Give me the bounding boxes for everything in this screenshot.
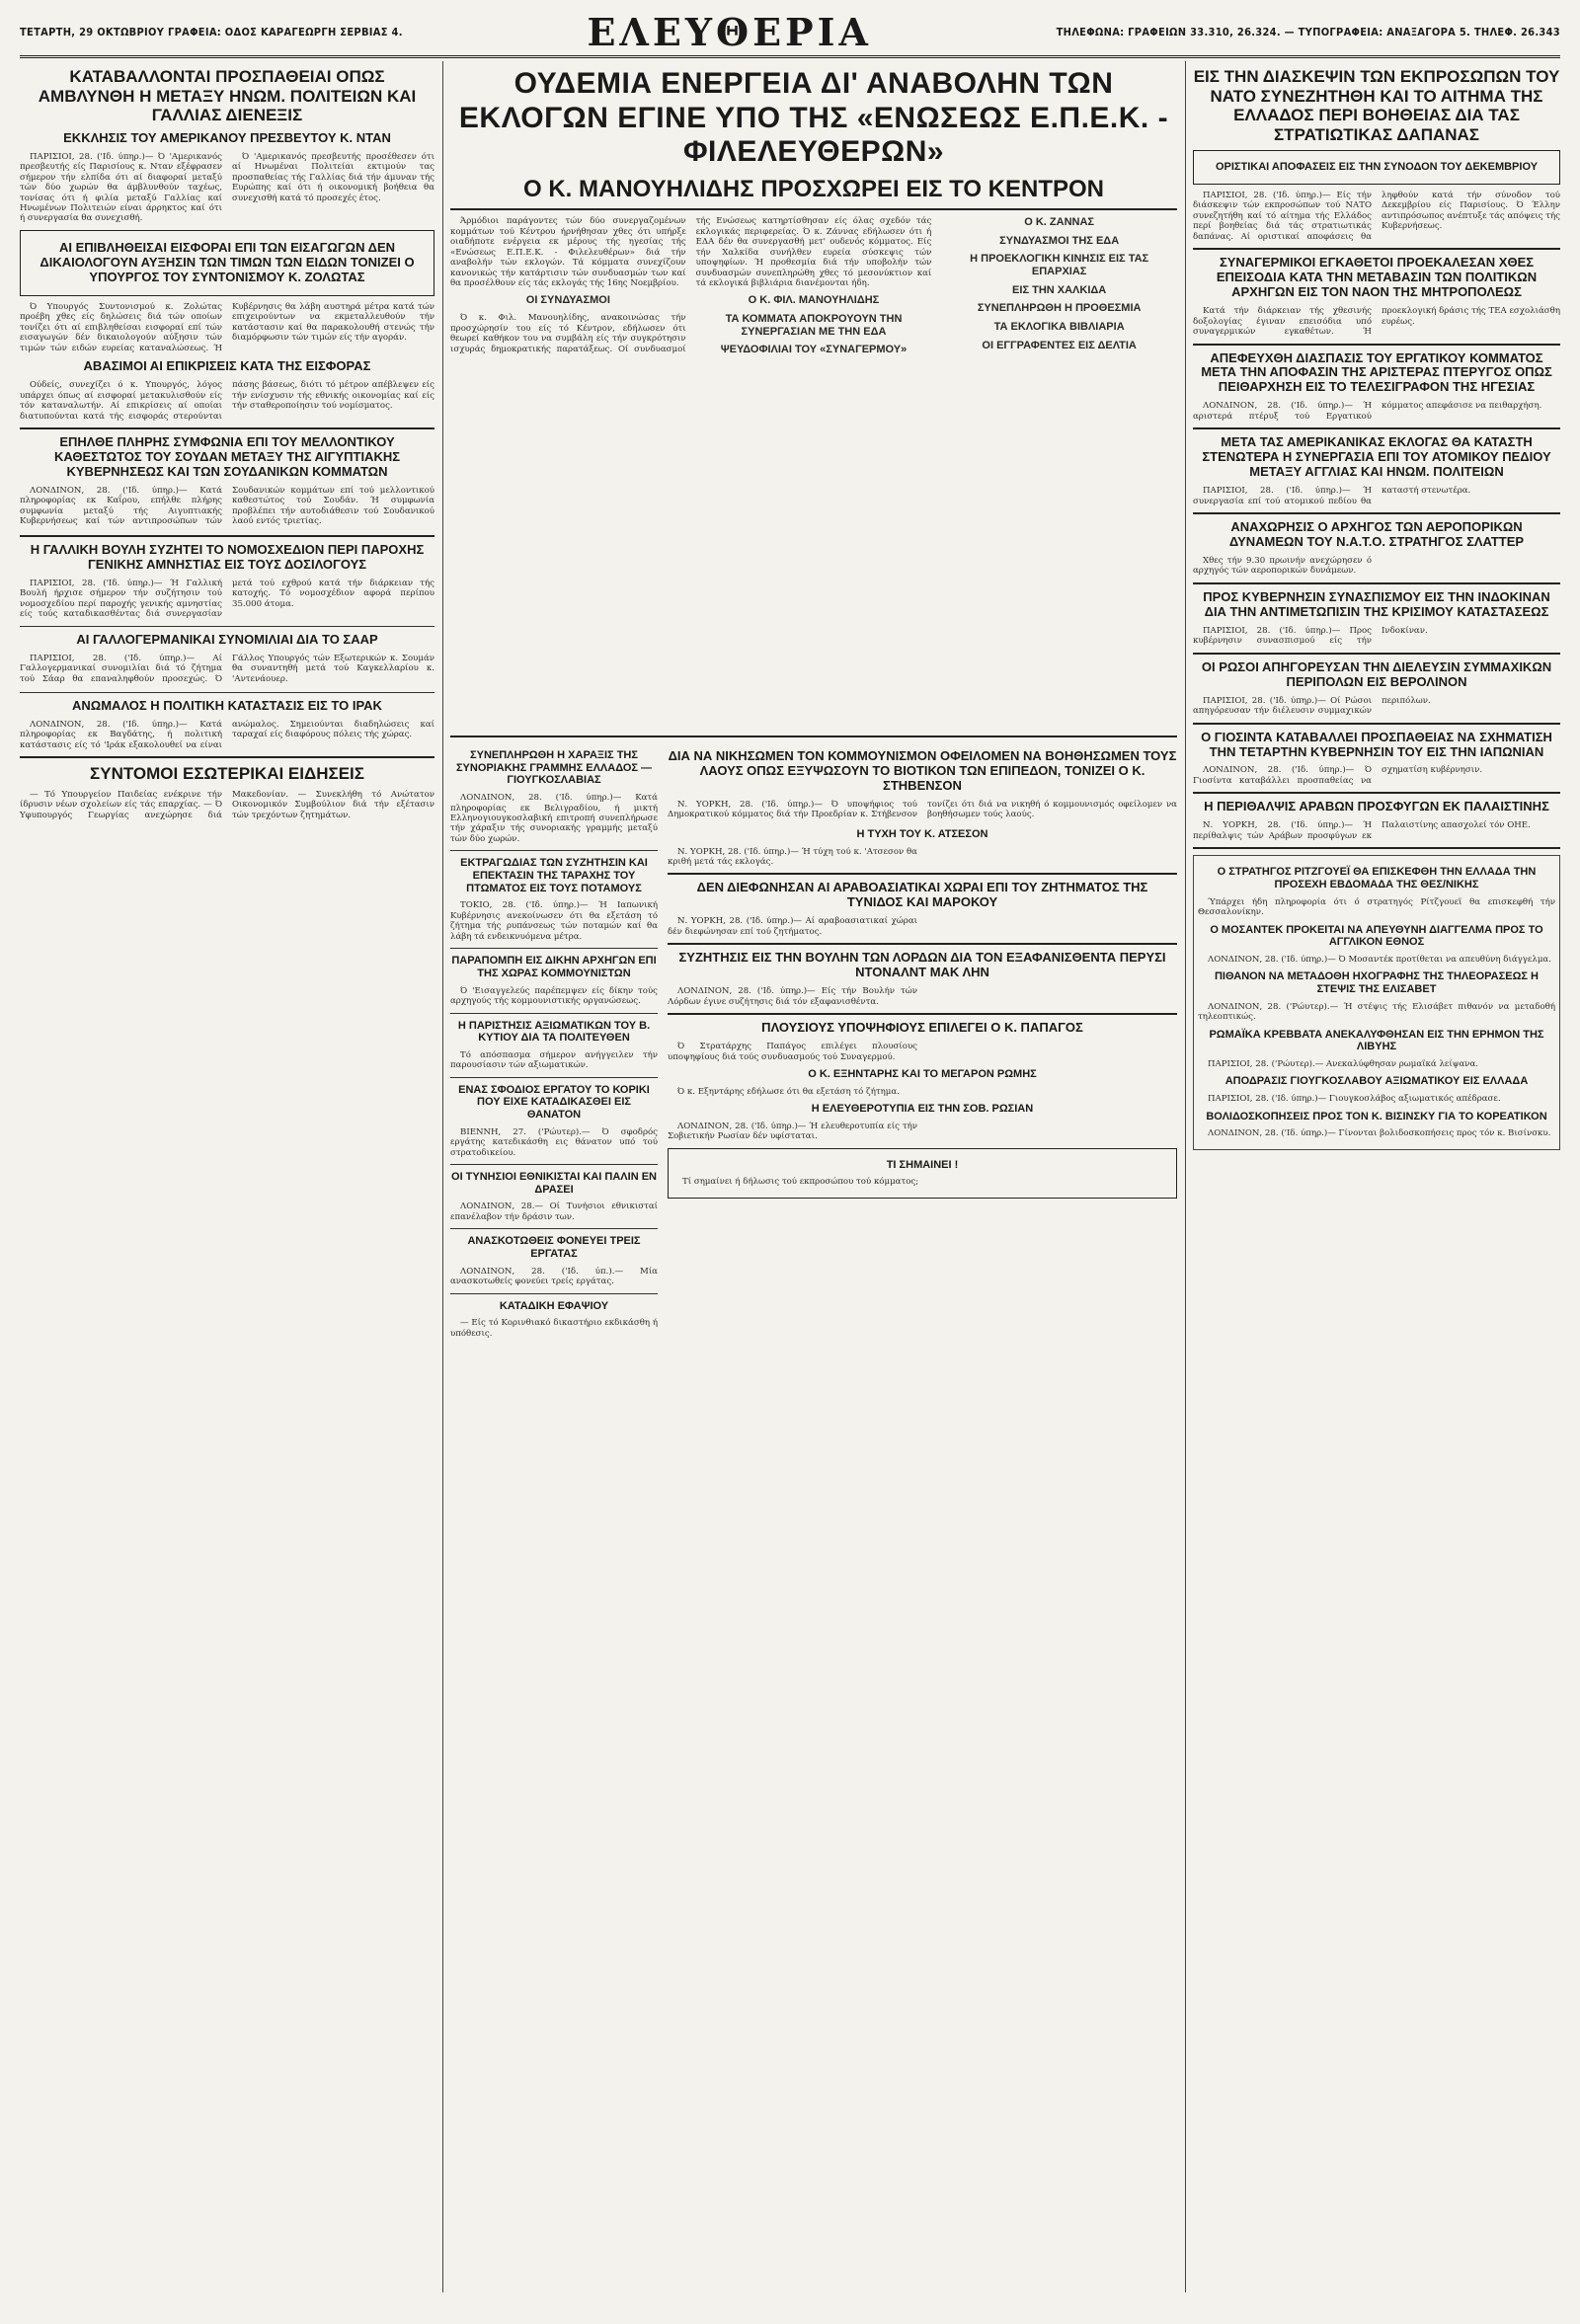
masthead-phones: ΤΗΛΕΦΩΝΑ: ΓΡΑΦΕΙΩΝ 33.310, 26.324. — ΤΥΠΟΓΡΑΦΕΙΑ: ΑΝΑΞΑΓΟΡΑ 5. ΤΗΛΕΦ. 26.343 — [1056, 25, 1560, 39]
article-rivers — [450, 900, 658, 942]
paragraph: Ό Υπουργός Συντονισμού κ. Ζολώτας προέβη χθες είς δηλώσεις διά τών οποίων τονίζει ότι αί επιβληθείσαι εισφοραί επί τών εισαγωγών δέν δικαιολογούν αύξησιν τών τιμών τών ειδών ευρείας καταναλώσεως. Ή Κυβέρνησις θα λάβη αυστηρά μέτρα κατά τών επιχειρούντων να εκμεταλλευθούν τήν κατάστασιν καί θα παρακολουθή στενώς τήν διαμόρφωσιν τών τιμών είς τήν αγοράν. — [20, 301, 434, 353]
right-column — [1193, 61, 1560, 2292]
paragraph: Ό 'Αμερικανός πρεσβευτής προσέθεσεν ότι αί Ηνωμέναι Πολιτείαι εκτιμούν τας προσπαθείας τής Γαλλίας διά τήν άμυναν τής Ευρώπης καί ότι ή οικονομική βοήθεια θα συνεχισθή κατά τό προσεχές έτος. — [232, 151, 434, 203]
article-elections — [450, 216, 1177, 730]
article-berlin — [1193, 696, 1560, 717]
paragraph: Ν. ΥΟΡΚΗ, 28. ('Ιδ. ύπηρ.)— Ή περίθαλψις τών Αράβων προσφύγων εκ Παλαιστίνης απασχολεί τόν ΟΗΕ. — [1193, 820, 1531, 841]
center-lower-left — [450, 743, 658, 1345]
article-officers — [450, 1050, 658, 1071]
subhead: Ο Κ. ΦΙΛ. ΜΑΝΟΥΗΛΙΔΗΣ — [748, 294, 880, 307]
subhead: ΤΑ ΕΚΛΟΓΙΚΑ ΒΙΒΛΙΑΡΙΑ — [993, 320, 1125, 333]
headline-labour: ΑΠΕΦΕΥΧΘΗ ΔΙΑΣΠΑΣΙΣ ΤΟΥ ΕΡΓΑΤΙΚΟΥ ΚΟΜΜΑΤΟΣ ΜΕΤΑ ΤΗΝ ΑΠΟΦΑΣΙΝ ΤΗΣ ΑΡΙΣΤΕΡΑΣ ΠΤΕΡΥΓΟΣ ΟΠΩΣ ΠΕΙΘΑΡΧΗΣΗ ΕΙΣ ΤΟ ΤΕΛΕΣΙΓΡΑΦΟΝ ΤΗΣ ΗΓΕΣΙΑΣ — [1201, 349, 1552, 395]
headline-trial: ΠΑΡΑΠΟΜΠΗ ΕΙΣ ΔΙΚΗΝ ΑΡΧΗΓΩΝ ΕΠΙ ΤΗΣ ΧΩΡΑΣ ΚΟΜΜΟΥΝΙΣΤΩΝ — [451, 955, 657, 979]
headline-amnesty: Η ΓΑΛΛΙΚΗ ΒΟΥΛΗ ΣΥΖΗΤΕΙ ΤΟ ΝΟΜΟΣΧΕΔΙΟΝ ΠΕΡΙ ΠΑΡΟΧΗΣ ΓΕΝΙΚΗΣ ΑΜΝΗΣΤΙΑΣ ΕΙΣ ΤΟΥΣ ΔΟΣΙΛΟΓΟΥΣ — [30, 541, 425, 572]
article-ridgway — [1198, 897, 1555, 918]
headline-press-freedom: Η ΕΛΕΥΘΕΡΟΤΥΠΙΑ ΕΙΣ ΤΗΝ ΣΟΒ. ΡΩΣΙΑΝ — [811, 1103, 1034, 1116]
article-trial — [450, 986, 658, 1007]
headline-yoshida: Ο ΓΙΟΣΙΝΤΑ ΚΑΤΑΒΑΛΛΕΙ ΠΡΟΣΠΑΘΕΙΑΣ ΝΑ ΣΧΗΜΑΤΙΣΗ ΤΗΝ ΤΕΤΑΡΤΗΝ ΚΥΒΕΡΝΗΣΙΝ ΤΟΥ ΕΙΣ ΤΗΝ ΙΑΠΩΝΙΑΝ — [1201, 729, 1552, 759]
headline-usa-france: ΚΑΤΑΒΑΛΛΟΝΤΑΙ ΠΡΟΣΠΑΘΕΙΑΙ ΟΠΩΣ ΑΜΒΛΥΝΘΗ Η ΜΕΤΑΞΥ ΗΝΩΜ. ΠΟΛΙΤΕΙΩΝ ΚΑΙ ΓΑΛΛΙΑΣ ΔΙΕΝΕΞΙΣ — [38, 67, 417, 125]
article-sudan — [20, 486, 434, 529]
headline-iraq: ΑΝΩΜΑΛΟΣ Η ΠΟΛΙΤΙΚΗ ΚΑΤΑΣΤΑΣΙΣ ΕΙΣ ΤΟ ΙΡΑΚ — [72, 698, 382, 714]
article-tunisia — [450, 1201, 658, 1222]
paragraph: Ό 'Εισαγγελεύς παρέπεμψεν είς δίκην τούς αρχηγούς τής κομμουνιστικής οργανώσεως. — [450, 985, 658, 1007]
paragraph: Ν. ΥΟΡΚΗ, 28. ('Ιδ. ύπηρ.)— Ή τύχη τού κ. 'Ατσεσον θα κριθή μετά τάς εκλογάς. — [668, 846, 917, 867]
paragraph: Τό απόσπασμα σήμερον ανήγγειλεν τήν παρουσίασιν τών αξιωματικών. — [450, 1049, 658, 1071]
headline-mossadegh: Ο ΜΟΣΑΝΤΕΚ ΠΡΟΚΕΙΤΑΙ ΝΑ ΑΠΕΥΘΥΝΗ ΔΙΑΓΓΕΛΜΑ ΠΡΟΣ ΤΟ ΑΓΓΛΙΚΟΝ ΕΘΝΟΣ — [1210, 923, 1543, 949]
article-libya — [1198, 1059, 1555, 1069]
subhead: ΟΙ ΕΓΓΡΑΦΕΝΤΕΣ ΕΙΣ ΔΕΛΤΙΑ — [982, 339, 1137, 351]
headline-exintaris: Ο Κ. ΕΞΗΝΤΑΡΗΣ ΚΑΙ ΤΟ ΜΕΓΑΡΟΝ ΡΩΜΗΣ — [808, 1068, 1037, 1081]
paragraph: ΛΟΝΔΙΝΟΝ, 28. ('Ιδ. ύπηρ.)— Είς τήν Βουλήν τών Λόρδων έγινε συζήτησις διά τόν εξαφανισθέντα. — [668, 986, 917, 1007]
headline-ridgway: Ο ΣΤΡΑΤΗΓΟΣ ΡΙΤΖΓΟΥΕΪ ΘΑ ΕΠΙΣΚΕΦΘΗ ΤΗΝ ΕΛΛΑΔΑ ΤΗΝ ΠΡΟΣΕΧΗ ΕΒΔΟΜΑΔΑ ΤΗΣ ΘΕΣ/ΝΙΚΗΣ — [1217, 866, 1537, 891]
headline-arab-asian: ΔΕΝ ΔΙΕΦΩΝΗΣΑΝ ΑΙ ΑΡΑΒΟΑΣΙΑΤΙΚΑΙ ΧΩΡΑΙ ΕΠΙ ΤΟΥ ΖΗΤΗΜΑΤΟΣ ΤΗΣ ΤΥΝΙΔΟΣ ΚΑΙ ΜΑΡΟΚΟΥ — [696, 880, 1148, 910]
paragraph: ΛΟΝΔΙΝΟΝ, 28. ('Ιδ. ύπηρ.)— Ή αριστερά πτέρυξ τού Εργατικού κόμματος απεφάσισε να πειθαρχήση. — [1193, 401, 1542, 422]
paragraph: Άρμόδιοι παράγοντες τών δύο συνεργαζομένων κομμάτων τού Κέντρου ήρνήθησαν χθες ότι υπήρξε οιαδήποτε ενέργεια εκ μέρους τής ηγεσίας τής «Ενώσεως Ε.Π.Ε.Κ. - Φιλελευθέρων» διά τήν αναβολήν τών εκλογών. Τά κόμματα συνεχίζουν κανονικώς τήν κατάρτισιν τών συνδυασμών των καί θα προσέλθουν είς τάς εκλογάς τής 16ης Νοεμβρίου. — [450, 216, 686, 288]
article-amnesty — [20, 579, 434, 620]
article-coronation — [1198, 1002, 1555, 1023]
paragraph: ΠΑΡΙΣΙΟΙ, 28. ('Ρώυτερ).— Ανεκαλύφθησαν ρωμαϊκά λείψανα. — [1208, 1058, 1479, 1069]
headline-indochina: ΠΡΟΣ ΚΥΒΕΡΝΗΣΙΝ ΣΥΝΑΣΠΙΣΜΟΥ ΕΙΣ ΤΗΝ ΙΝΔΟΚΙΝΑΝ ΔΙΑ ΤΗΝ ΑΝΤΙΜΕΤΩΠΙΣΙΝ ΤΗΣ ΚΡΙΣΙΜΟΥ ΚΑΤΑΣΤΑΣΕΩΣ — [1203, 588, 1550, 619]
paragraph: ΠΑΡΙΣΙΟΙ, 28. ('Ιδ. ύπηρ.)— Γιουγκοσλάβος αξιωματικός απέδρασε. — [1208, 1094, 1501, 1105]
headline-berlin: ΟΙ ΡΩΣΟΙ ΑΠΗΓΟΡΕΥΣΑΝ ΤΗΝ ΔΙΕΛΕΥΣΙΝ ΣΥΜΜΑΧΙΚΩΝ ΠΕΡΙΠΟΛΩΝ ΕΙΣ ΒΕΡΟΛΙΝΟΝ — [1201, 658, 1552, 689]
article-vishinsky — [1198, 1128, 1555, 1138]
headline-saar: ΑΙ ΓΑΛΛΟΓΕΡΜΑΝΙΚΑΙ ΣΥΝΟΜΙΛΙΑΙ ΔΙΑ ΤΟ ΣΑΑΡ — [76, 631, 378, 647]
headline-acheson: Η ΤΥΧΗ ΤΟΥ Κ. ΑΤΣΕΣΟΝ — [856, 827, 988, 840]
article-arab-asian — [668, 916, 1177, 937]
headline-criticism: ΑΒΑΣΙΜΟΙ ΑΙ ΕΠΙΚΡΙΣΕΙΣ ΚΑΤΑ ΤΗΣ ΕΙΣΦΟΡΑΣ — [83, 358, 371, 374]
headline-papagos: ΠΛΟΥΣΙΟΥΣ ΥΠΟΨΗΦΙΟΥΣ ΕΠΙΛΕΓΕΙ Ο Κ. ΠΑΠΑΓΟΣ — [761, 1020, 1083, 1036]
article-ti-simainei — [672, 1177, 1172, 1187]
headline-vishinsky: ΒΟΛΙΔΟΣΚΟΠΗΣΕΙΣ ΠΡΟΣ ΤΟΝ Κ. ΒΙΣΙΝΣΚΥ ΓΙΑ ΤΟ ΚΟΡΕΑΤΙΚΟΝ — [1206, 1110, 1547, 1123]
subhead-manouilidis: Ο Κ. ΜΑΝΟΥΗΛΙΔΗΣ ΠΡΟΣΧΩΡΕΙ ΕΙΣ ΤΟ ΚΕΝΤΡΟΝ — [523, 175, 1104, 202]
paragraph: Χθες τήν 9.30 πρωινήν ανεχώρησεν ό αρχηγός τών αεροπορικών δυνάμεων. — [1193, 555, 1372, 577]
center-lower — [450, 743, 1177, 1345]
subhead: Ο Κ. ΖΑΝΝΑΣ — [1024, 216, 1095, 229]
article-verdict — [450, 1318, 658, 1339]
article-escape — [1198, 1094, 1555, 1104]
paragraph: Ν. ΥΟΡΚΗ, 28. ('Ιδ. ύπηρ.)— Αί αραβοασιατικαί χώραι δέν διεφώνησαν επί τού ζητήματος. — [668, 916, 917, 937]
article-criticism — [20, 380, 434, 422]
headline-incidents: ΣΥΝΑΓΕΡΜΙΚΟΙ ΕΓΚΑΘΕΤΟΙ ΠΡΟΕΚΑΛΕΣΑΝ ΧΘΕΣ ΕΠΕΙΣΟΔΙΑ ΚΑΤΑ ΤΗΝ ΜΕΤΑΒΑΣΙΝ ΤΩΝ ΠΟΛΙΤΙΚΩΝ ΑΡΧΗΓΩΝ ΕΙΣ ΤΟΝ ΝΑΟΝ ΤΗΣ ΜΗΤΡΟΠΟΛΕΩΣ — [1216, 255, 1538, 300]
article-border — [450, 793, 658, 844]
newspaper-title: ΕΛΕΥΘΕΡΙΑ — [587, 9, 872, 54]
paragraph: ΛΟΝΔΙΝΟΝ, 28. ('Ιδ. ύπηρ.)— Κατά πληροφορίας εκ Βελιγραδίου, ή μικτή Ελληνογιουγκοσλαβική επιτροπή συνεπλήρωσε τήν χάραξιν τής συνοριακής γραμμής μεταξύ τών δύο χωρών. — [450, 793, 658, 844]
headline-domestic-news: ΣΥΝΤΟΜΟΙ ΕΣΩΤΕΡΙΚΑΙ ΕΙΔΗΣΕΙΣ — [90, 764, 364, 784]
paragraph: Ό κ. Εξηντάρης εδήλωσε ότι θα εξετάση τό ζήτημα. — [677, 1086, 900, 1097]
paragraph: Ό κ. Φιλ. Μανουηλίδης, ανακοινώσας τήν προσχώρησίν του είς τό Κέντρον, εδήλωσεν ότι θεωρεί καθήκον του να συμβάλη είς τήν συγκρότησιν ισχυράς δημοκρατικής παρατάξεως. Οί συνδυασμοί τής Ενώσεως κατηρτίσθησαν είς όλας σχεδόν τάς εκλογικάς περιφερείας. Ό κ. Ζάννας εδήλωσεν ότι ή ΕΔΑ δέν θα συνεργασθή μετ' ουδενός κόμματος. Είς τήν Χαλκίδα συνήλθεν ευρεία σύσκεψις τών υποψηφίων. Ή προθεσμία διά τήν υποβολήν τών συνδυασμών συνεπληρώθη χθες τό μεσονύκτιον καί τά εκλογικά βιβλιάρια διανέμονται ήδη. — [450, 216, 932, 354]
subhead: Η ΠΡΟΕΚΛΟΓΙΚΗ ΚΙΝΗΣΙΣ ΕΙΣ ΤΑΣ ΕΠΑΡΧΙΑΣ — [970, 253, 1149, 278]
headline-escape: ΑΠΟΔΡΑΣΙΣ ΓΙΟΥΓΚΟΣΛΑΒΟΥ ΑΞΙΩΜΑΤΙΚΟΥ ΕΙΣ ΕΛΛΑΔΑ — [1224, 1075, 1529, 1088]
paragraph: Ούδείς, συνεχίζει ό κ. Υπουργός, λόγος υπάρχει όπως αί εισφοραί μετακυλισθούν είς τόν καταναλωτήν. Αί επικρίσεις αί οποίαι διατυπούνται κατά τής εισφοράς στερούνται πάσης βάσεως, διότι τό μέτρον απέβλεψεν είς τήν ενίσχυσιν τής εθνικής οικονομίας καί είς τήν σταθεροποίησιν τού νομίσματος. — [20, 380, 434, 422]
headline-refugees: Η ΠΕΡΙΘΑΛΨΙΣ ΑΡΑΒΩΝ ΠΡΟΣΦΥΓΩΝ ΕΚ ΠΑΛΑΙΣΤΙΝΗΣ — [1204, 799, 1549, 814]
paragraph: ΠΑΡΙΣΙΟΙ, 28. ('Ιδ. ύπηρ.)— Αί Γαλλογερμανικαί συνομιλίαι διά τό ζήτημα τού Σάαρ θα επαναληφθούν προσεχώς. Ό Γάλλος Υπουργός τών Εξωτερικών κ. Σουμάν θα συναντηθή μετά τού Καγκελλαρίου κ. 'Αντενάουερ. — [20, 653, 434, 684]
headline-worker: ΕΝΑΣ ΣΦΟΔΙΟΣ ΕΡΓΑΤΟΥ ΤΟ ΚΟΡΙΚΙ ΠΟΥ ΕΙΧΕ ΚΑΤΑΔΙΚΑΣΘΕΙ ΕΙΣ ΘΑΝΑΤΟΝ — [458, 1083, 650, 1122]
subhead: ΕΙΣ ΤΗΝ ΧΑΛΚΙΔΑ — [1012, 283, 1107, 296]
headline-slatter: ΑΝΑΧΩΡΗΣΙΣ Ο ΑΡΧΗΓΟΣ ΤΩΝ ΑΕΡΟΠΟΡΙΚΩΝ ΔΥΝΑΜΕΩΝ ΤΟΥ Ν.Α.Τ.Ο. ΣΤΡΑΤΗΓΟΣ ΣΛΑΤΤΕΡ — [1228, 519, 1525, 550]
headline-verdict: ΚΑΤΑΔΙΚΗ ΕΦΑΨΙΟΥ — [499, 1299, 609, 1312]
paragraph: Τί σημαίνει ή δήλωσις τού εκπροσώπου τού κόμματος; — [682, 1177, 919, 1188]
article-usa-france — [20, 152, 434, 224]
headline-rivers: ΕΚΤΡΑΓΩΔΙΑΣ ΤΩΝ ΣΥΖΗΤΗΣΙΝ ΚΑΙ ΕΠΕΚΤΑΣΙΝ ΤΗΣ ΤΑΡΑΧΗΣ ΤΟΥ ΠΤΩΜΑΤΟΣ ΕΙΣ ΤΟΥΣ ΠΟΤΑΜΟΥΣ — [460, 857, 648, 894]
subhead-ambassador: ΕΚΚΛΗΣΙΣ ΤΟΥ ΑΜΕΡΙΚΑΝΟΥ ΠΡΕΣΒΕΥΤΟΥ Κ. ΝΤΑΝ — [63, 129, 391, 145]
headline-ti-simainei: ΤΙ ΣΗΜΑΙΝΕΙ ! — [886, 1158, 959, 1171]
paragraph: ΛΟΝΔΙΝΟΝ, 28. ('Ιδ. ύπηρ.)— Ή ελευθεροτυπία είς τήν Σοβιετικήν Ρωσίαν δέν υφίσταται. — [668, 1121, 917, 1142]
article-mossadegh — [1198, 955, 1555, 965]
headline-imports: ΑΙ ΕΠΙΒΛΗΘΕΙΣΑΙ ΕΙΣΦΟΡΑΙ ΕΠΙ ΤΩΝ ΕΙΣΑΓΩΓΩΝ ΔΕΝ ΔΙΚΑΙΟΛΟΓΟΥΝ ΑΥΞΗΣΙΝ ΤΩΝ ΤΙΜΩΝ ΤΩΝ ΕΙΔΩΝ ΤΟΝΙΖΕΙ Ο ΥΠΟΥΡΓΟΣ ΤΟΥ ΣΥΝΤΟΝΙΣΜΟΥ Κ. ΖΟΛΩΤΑΣ — [40, 239, 415, 284]
article-labour — [1193, 401, 1560, 422]
paragraph: ΠΑΡΙΣΙΟΙ, 28. ('Ιδ. ύπηρ.)— Είς τήν διάσκεψιν τών εκπροσώπων τού ΝΑΤΟ συνεζητήθη καί τό αίτημα τής Ελλάδος περί βοηθείας διά τάς στρατιωτικάς δαπάνας. Αί οριστικαί αποφάσεις θα ληφθούν κατά τήν σύνοδον τού Δεκεμβρίου είς Παρισίους. Ό Έλλην αντιπρόσωπος ανέπτυξε τάς απόψεις τής Κυβερνήσεως. — [1193, 190, 1560, 242]
paragraph: — Είς τό Κορινθιακό δικαστήριο εκδικάσθη ή υπόθεσις. — [450, 1318, 658, 1339]
article-exintaris — [668, 1087, 1177, 1097]
paragraph: ΠΑΡΙΣΙΟΙ, 28. ('Ιδ. ύπηρ.)— Ό 'Αμερικανός πρεσβευτής είς Παρισίους κ. Νταν εξέφρασεν σήμερον τήν ελπίδα ότι αί διαφοραί μεταξύ τών δύο χωρών θα άμβλυνθούν ταχέως, τονίσας ότι ή φιλία μεταξύ Γαλλίας καί Ηνωμένων Πολιτειών είναι άρρηκτος καί ότι ή συνεργασία θα συνεχισθή. — [20, 151, 222, 224]
subhead: ΣΥΝΔΥΑΣΜΟΙ ΤΗΣ ΕΔΑ — [999, 234, 1120, 247]
masthead — [20, 9, 1560, 58]
paragraph: — Τό Υπουργείον Παιδείας ενέκρινε τήν ίδρυσιν νέων σχολείων είς τάς επαρχίας. — Ό Υφυπουργός Γεωργίας ανεχώρησε διά Μακεδονίαν. — Συνεκλήθη τό Ανώτατον Οικονομικόν Συμβούλιον διά τήν εξέτασιν τών τρεχόντων ζητημάτων. — [20, 789, 434, 820]
article-iraq — [20, 720, 434, 750]
headline-libya: ΡΩΜΑΪΚΑ ΚΡΕΒΒΑΤΑ ΑΝΕΚΑΛΥΦΘΗΣΑΝ ΕΙΣ ΤΗΝ ΕΡΗΜΟΝ ΤΗΣ ΛΙΒΥΗΣ — [1209, 1028, 1544, 1053]
newspaper-page — [20, 9, 1560, 2292]
headline-sudan: ΕΠΗΛΘΕ ΠΛΗΡΗΣ ΣΥΜΦΩΝΙΑ ΕΠΙ ΤΟΥ ΜΕΛΛΟΝΤΙΚΟΥ ΚΑΘΕΣΤΩΤΟΣ ΤΟΥ ΣΟΥΔΑΝ ΜΕΤΑΞΥ ΤΗΣ ΑΙΓΥΠΤΙΑΚΗΣ ΚΥΒΕΡΝΗΣΕΩΣ ΚΑΙ ΤΩΝ ΣΟΥΔΑΝΙΚΩΝ ΚΟΜΜΑΤΩΝ — [53, 434, 401, 479]
article-worker — [450, 1127, 658, 1158]
paragraph: ΛΟΝΔΙΝΟΝ, 28. ('Ιδ. ύπηρ.)— Ό Μοσαντέκ προτίθεται να απευθύνη διάγγελμα. — [1208, 954, 1551, 965]
headline-coronation: ΠΙΘΑΝΟΝ ΝΑ ΜΕΤΑΔΟΘΗ ΗΧΟΓΡΑΦΗΣ ΤΗΣ ΤΗΛΕΟΡΑΣΕΩΣ Η ΣΤΕΨΙΣ ΤΗΣ ΕΛΙΣΑΒΕΤ — [1214, 970, 1539, 996]
paragraph: ΤΟΚΙΟ, 28. ('Ιδ. ύπηρ.)— Ή Ιαπωνική Κυβέρνησις ανεκοίνωσεν ότι θα εξετάση τό ζήτημα τής ρυπάνσεως τών ποταμών καί θα λάβη τά ενδεικνυόμενα μέτρα. — [450, 900, 658, 942]
paragraph: Ό Στρατάρχης Παπάγος επιλέγει πλουσίους υποψηφίους διά τούς συνδυασμούς τού Συναγερμού. — [668, 1042, 917, 1062]
paragraph: ΛΟΝΔΙΝΟΝ, 28. ('Ιδ. ύπηρ.)— Κατά πληροφορίας εκ Καΐρου, επήλθε πλήρης συμφωνία μεταξύ τής Αιγυπτιακής Κυβερνήσεως καί τών αντιπροσώπων τών Σουδανικών κομμάτων επί τού μελλοντικού καθεστώτος τού Σουδάν. Ή συμφωνία προβλέπει τήν αυτοδιάθεσιν τού Σουδανικού λαού εντός τριετίας. — [20, 485, 434, 527]
article-indochina — [1193, 626, 1560, 647]
headline-nato: ΕΙΣ ΤΗΝ ΔΙΑΣΚΕΨΙΝ ΤΩΝ ΕΚΠΡΟΣΩΠΩΝ ΤΟΥ ΝΑΤΟ ΣΥΝΕΖΗΤΗΘΗ ΚΑΙ ΤΟ ΑΙΤΗΜΑ ΤΗΣ ΕΛΛΑΔΟΣ ΠΕΡΙ ΒΟΗΘΕΙΑΣ ΔΙΑ ΤΑΣ ΣΤΡΑΤΙΩΤΙΚΑΣ ΔΑΠΑΝΑΣ — [1193, 67, 1560, 144]
article-press-freedom — [668, 1122, 1177, 1142]
center-lower-right — [668, 743, 1177, 1345]
paragraph: ΠΑΡΙΣΙΟΙ, 28. ('Ιδ. ύπηρ.)— Οί Ρώσοι απηγόρευσαν τήν διέλευσιν συμμαχικών περιπόλων. — [1193, 695, 1431, 717]
paragraph: Ν. ΥΟΡΚΗ, 28. ('Ιδ. ύπηρ.)— Ό υποψήφιος τού Δημοκρατικού κόμματος διά τήν Προεδρίαν κ. Στήβενσον τονίζει ότι διά να νικηθή ό κομμουνισμός οφείλομεν να βοηθήσωμεν τούς λαούς. — [668, 799, 1177, 820]
columns — [20, 61, 1560, 2292]
paragraph: Ύπάρχει ήδη πληροφορία ότι ό στρατηγός Ρίτζγουεϊ θα επισκεφθή τήν Θεσσαλονίκην. — [1198, 896, 1555, 918]
paragraph: ΛΟΝΔΙΝΟΝ, 28. ('Ιδ. ύπηρ.)— Ό Γιοσίντα καταβάλλει προσπαθείας να σχηματίση κυβέρνησιν. — [1193, 765, 1483, 786]
misc-news-box — [1193, 855, 1560, 1149]
subhead: ΟΙ ΣΥΝΔΥΑΣΜΟΙ — [525, 294, 610, 307]
headline-main: ΟΥΔΕΜΙΑ ΕΝΕΡΓΕΙΑ ΔΙ' ΑΝΑΒΟΛΗΝ ΤΩΝ ΕΚΛΟΓΩΝ ΕΓΙΝΕ ΥΠΟ ΤΗΣ «ΕΝΩΣΕΩΣ Ε.Π.Ε.Κ. - ΦΙΛΕΛΕΥΘΕΡΩΝ» — [458, 67, 1169, 168]
center-column — [450, 61, 1177, 2292]
subhead: ΣΥΝΕΠΛΗΡΩΘΗ Η ΠΡΟΘΕΣΜΙΑ — [977, 302, 1142, 315]
box-zolotas — [20, 230, 434, 296]
paragraph: ΛΟΝΔΙΝΟΝ, 28. ('Ιδ. ύπ.).— Μία ανασκοτωθείς φονεύει τρείς εργάτας. — [450, 1266, 658, 1287]
paragraph: ΛΟΝΔΙΝΟΝ, 28. ('Ιδ. ύπηρ.)— Κατά πληροφορίας εκ Βαγδάτης, ή πολιτική κατάστασις είς τό 'Ιράκ εξακολουθεί να είναι ανώμαλος. Σημειούνται διαδηλώσεις καί ταραχαί είς διαφόρους πόλεις τής χώρας. — [20, 719, 434, 750]
article-nato — [1193, 191, 1560, 242]
article-domestic-news — [20, 790, 434, 822]
article-incidents — [1193, 306, 1560, 337]
subhead: ΨΕΥΔΟΦΙΛΙΑΙ ΤΟΥ «ΣΥΝΑΓΕΡΜΟΥ» — [720, 344, 908, 356]
paragraph: ΛΟΝΔΙΝΟΝ, 28.— Οί Τυνήσιοι εθνικισταί επανέλαβον τήν δράσιν των. — [450, 1201, 658, 1222]
subhead-decisions: ΟΡΙΣΤΙΚΑΙ ΑΠΟΦΑΣΕΙΣ ΕΙΣ ΤΗΝ ΣΥΝΟΔΟΝ ΤΟΥ ΔΕΚΕΜΒΡΙΟΥ — [1215, 161, 1539, 174]
headline-officers: Η ΠΑΡΙΣΤΗΣΙΣ ΑΞΙΩΜΑΤΙΚΩΝ ΤΟΥ Β. ΚΥΤΙΟΥ ΔΙΑ ΤΑ ΠΟΛΙΤΕΥΘΕΝ — [457, 1019, 651, 1045]
article-slatter — [1193, 556, 1560, 577]
article-stevenson — [668, 800, 1177, 822]
headline-border: ΣΥΝΕΠΛΗΡΩΘΗ Η ΧΑΡΑΞΙΣ ΤΗΣ ΣΥΝΟΡΙΑΚΗΣ ΓΡΑΜΜΗΣ ΕΛΛΑΔΟΣ — ΓΙΟΥΓΚΟΣΛΑΒΙΑΣ — [455, 749, 653, 787]
paragraph: ΛΟΝΔΙΝΟΝ, 28. ('Ρώυτερ).— Ή στέψις τής Ελισάβετ πιθανόν να μεταδοθή τηλεοπτικώς. — [1198, 1001, 1555, 1023]
box-ti-simainei — [668, 1148, 1177, 1199]
subhead: ΤΑ ΚΟΜΜΑΤΑ ΑΠΟΚΡΟΥΟΥΝ ΤΗΝ ΣΥΝΕΡΓΑΣΙΑΝ ΜΕ ΤΗΝ ΕΔΑ — [725, 313, 903, 338]
headline-stevenson: ΔΙΑ ΝΑ ΝΙΚΗΣΩΜΕΝ ΤΟΝ ΚΟΜΜΟΥΝΙΣΜΟΝ ΟΦΕΙΛΟΜΕΝ ΝΑ ΒΟΗΘΗΣΩΜΕΝ ΤΟΥΣ ΛΑΟΥΣ ΟΠΩΣ ΕΞΥΨΩΣΟΥΝ ΤΟ ΒΙΟΤΙΚΟΝ ΤΩΝ ΕΠΙΠΕΔΟΝ, ΤΟΝΙΖΕΙ Ο Κ. ΣΤΗΒΕΝΣΟΝ — [668, 748, 1177, 793]
paragraph: ΠΑΡΙΣΙΟΙ, 28. ('Ιδ. ύπηρ.)— Ή συνεργασία επί τού ατομικού πεδίου θα καταστή στενωτέρα. — [1193, 486, 1471, 506]
article-saar — [20, 654, 434, 686]
masthead-date-address: ΤΕΤΑΡΤΗ, 29 ΟΚΤΩΒΡΙΟΥ ΓΡΑΦΕΙΑ: ΟΔΟΣ ΚΑΡΑΓΕΩΡΓΗ ΣΕΡΒΙΑΣ 4. — [20, 25, 403, 39]
headline-lords: ΣΥΖΗΤΗΣΙΣ ΕΙΣ ΤΗΝ ΒΟΥΛΗΝ ΤΩΝ ΛΟΡΔΩΝ ΔΙΑ ΤΟΝ ΕΞΑΦΑΝΙΣΘΕΝΤΑ ΠΕΡΥΣΙ ΝΤΟΝΑΛΝΤ ΜΑΚ ΛΗΝ — [678, 950, 1166, 980]
article-killer — [450, 1267, 658, 1287]
headline-atomic: ΜΕΤΑ ΤΑΣ ΑΜΕΡΙΚΑΝΙΚΑΣ ΕΚΛΟΓΑΣ ΘΑ ΚΑΤΑΣΤΗ ΣΤΕΝΩΤΕΡΑ Η ΣΥΝΕΡΓΑΣΙΑ ΕΠΙ ΤΟΥ ΑΤΟΜΙΚΟΥ ΠΕΔΙΟΥ ΜΕΤΑΞΥ ΑΓΓΛΙΑΣ ΚΑΙ ΗΝΩΜ. ΠΟΛΙΤΕΙΩΝ — [1202, 434, 1551, 480]
article-papagos — [668, 1042, 1177, 1062]
article-atomic — [1193, 486, 1560, 506]
paragraph: ΠΑΡΙΣΙΟΙ, 28. ('Ιδ. ύπηρ.)— Προς κυβέρνησιν συνασπισμού είς τήν Ινδοκίναν. — [1193, 625, 1428, 647]
paragraph: ΒΙΕΝΝΗ, 27. ('Ρώυτερ).— Ό σφοδρός εργάτης κατεδικάσθη εις θάνατον υπό τού στρατοδικείου. — [450, 1126, 658, 1158]
article-imports — [20, 302, 434, 353]
paragraph: Κατά τήν διάρκειαν τής χθεσινής δοξολογίας έγιναν επεισόδια υπό συναγερμικών εγκαθέτων. Ή προεκλογική δράσις τής ΤΕΑ εσχολιάσθη ευρέως. — [1193, 306, 1560, 338]
left-column — [20, 61, 434, 2292]
article-refugees — [1193, 820, 1560, 841]
article-lords — [668, 986, 1177, 1007]
headline-tunisia: ΟΙ ΤΥΝΗΣΙΟΙ ΕΘΝΙΚΙΣΤΑΙ ΚΑΙ ΠΑΛΙΝ ΕΝ ΔΡΑΣΕΙ — [451, 1171, 657, 1196]
paragraph: ΠΑΡΙΣΙΟΙ, 28. ('Ιδ. ύπηρ.)— Ή Γαλλική Βουλή ήρχισε σήμερον τήν συζήτησιν τού νομοσχεδίου περί παροχής γενικής αμνηστίας είς τούς καταδικασθέντας διά συνεργασίαν μετά τού εχθρού κατά τήν διάρκειαν τής κατοχής. Τό νομοσχέδιον αφορά περίπου 35.000 άτομα. — [20, 578, 434, 620]
box-decisions — [1193, 150, 1560, 185]
article-yoshida — [1193, 765, 1560, 786]
paragraph: ΛΟΝΔΙΝΟΝ, 28. ('Ιδ. ύπηρ.)— Γίνονται βολιδοσκοπήσεις προς τόν κ. Βισίνσκυ. — [1208, 1128, 1551, 1139]
article-acheson — [668, 847, 1177, 868]
headline-killer: ΑΝΑΣΚΟΤΩΘΕΙΣ ΦΟΝΕΥΕΙ ΤΡΕΙΣ ΕΡΓΑΤΑΣ — [467, 1235, 641, 1261]
